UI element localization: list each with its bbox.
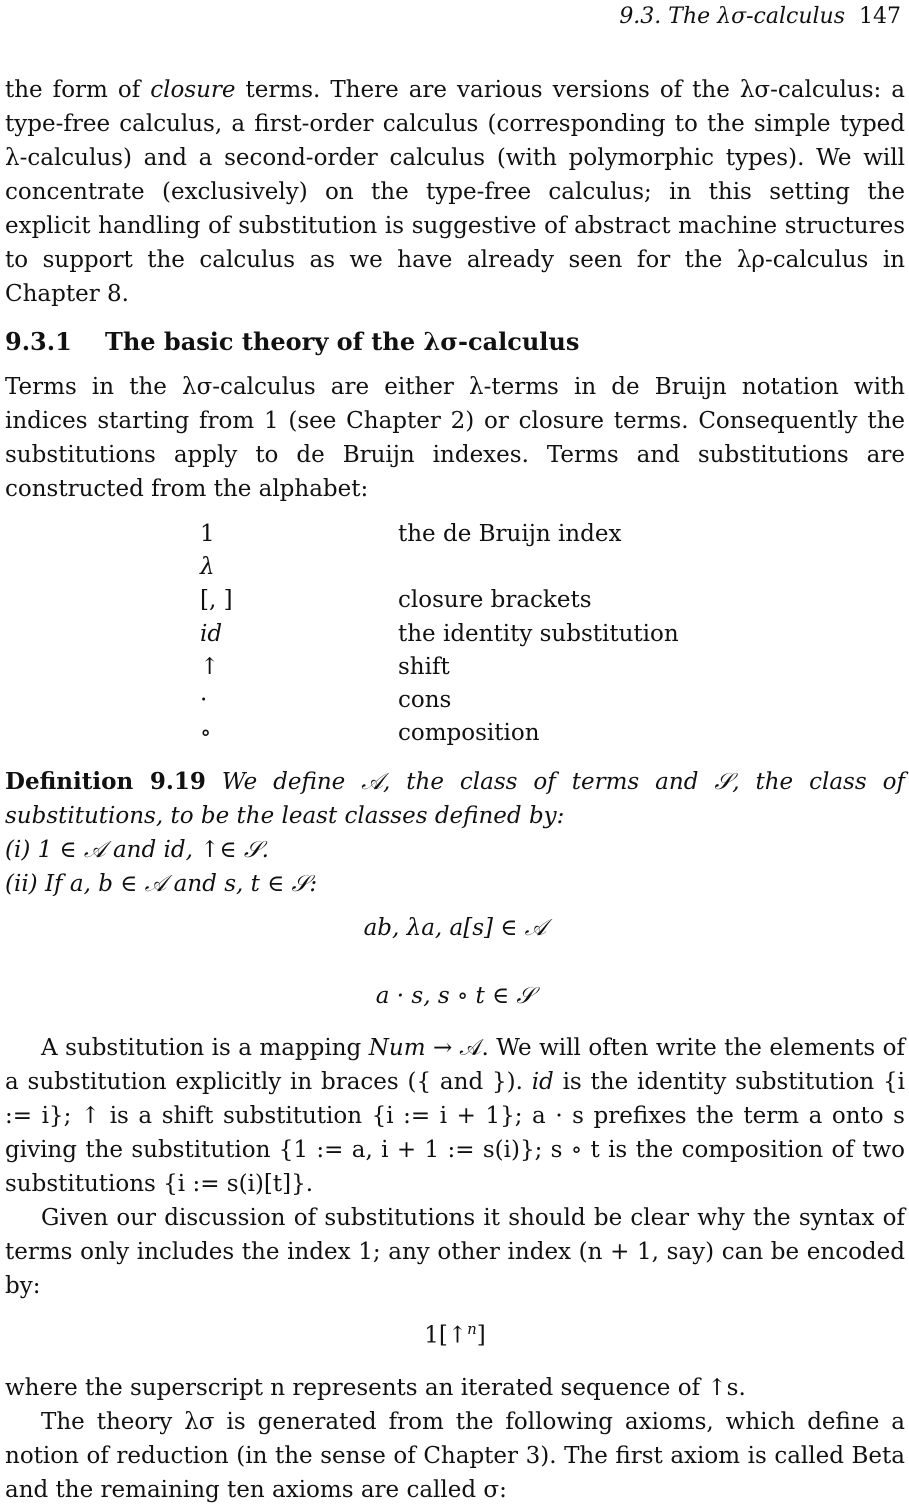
paragraph-syntax: Given our discussion of substitutions it should be clear why the syntax of terms only includes the index 1; any other index (n + 1, say) can be encoded by: bbox=[5, 1205, 905, 1299]
alphabet-symbol: λ bbox=[200, 553, 215, 580]
alphabet-symbol: ↑ bbox=[200, 653, 220, 680]
alphabet-row bbox=[200, 584, 679, 617]
paragraph-intro bbox=[5, 73, 905, 311]
paragraph-terms: Terms in the λσ-calculus are either λ-terms in de Bruijn notation with indices starting from 1 (see Chapter 2) or closure terms. Consequently the substitutions apply to de Bruijn indexes. Terms and substitutions are constructed from the alphabet: bbox=[5, 374, 905, 502]
alphabet-symbol: [, ] bbox=[200, 587, 233, 614]
subst-text-e: is the identity substitution {i := i}; ↑ is a shift substitution {i := i + 1}; a · s prefixes the term a onto s giving the substitution {1 := a, i + 1 := s(i)}; s ∘ t is the composition of two substitutions {i := s(i)[t]}. bbox=[5, 1069, 905, 1197]
running-header bbox=[619, 4, 901, 29]
alphabet-table bbox=[200, 517, 679, 750]
alphabet-symbol: id bbox=[200, 620, 223, 647]
alphabet-meaning: composition bbox=[398, 720, 540, 747]
display-formula-substitutions: a · s, s ∘ t ∈ 𝒮 bbox=[375, 983, 535, 1009]
intro-text-a: the form of bbox=[5, 77, 151, 103]
alphabet-row bbox=[200, 683, 679, 716]
alphabet-row bbox=[200, 550, 679, 583]
section-number: 9.3.1 bbox=[5, 327, 72, 356]
definition-text: We define 𝒜, the class of terms and 𝒮, the class of substitutions, to be the least classes defined by: bbox=[5, 769, 905, 829]
intro-text-c: terms. There are various versions of the λσ-calculus: a type-free calculus, a first-order calculus (corresponding to the simple typed λ-calculus) and a second-order calculus (with polymorphic types). We will concentrate (exclusively) on the type-free calculus; in this setting the explicit handling of substitution is suggestive of abstract machine structures to support the calculus as we have already seen for the λρ-calculus in Chapter 8. bbox=[5, 77, 905, 307]
subst-text-a: A substitution is a mapping bbox=[41, 1035, 369, 1061]
section-title: The basic theory of the λσ-calculus bbox=[105, 327, 580, 356]
alphabet-meaning: shift bbox=[398, 653, 450, 680]
alphabet-meaning: the identity substitution bbox=[398, 620, 679, 647]
display-formula-index bbox=[5, 1320, 905, 1349]
alphabet-symbol: · bbox=[200, 687, 208, 714]
alphabet-row bbox=[200, 650, 679, 683]
paragraph-axioms: The theory λσ is generated from the following axioms, which define a notion of reduction (in the sense of Chapter 3). The first axiom is called Beta and the remaining ten axioms are called σ: bbox=[5, 1409, 905, 1503]
subst-id-word: id bbox=[531, 1069, 554, 1095]
paragraph-substitution bbox=[5, 1031, 905, 1201]
definition-block bbox=[5, 765, 905, 833]
alphabet-symbol: 1 bbox=[200, 520, 215, 547]
alphabet-meaning bbox=[398, 550, 679, 583]
alphabet-meaning: cons bbox=[398, 687, 452, 714]
index-formula-close: ] bbox=[476, 1322, 486, 1349]
index-formula-base: 1[↑ bbox=[424, 1322, 468, 1349]
definition-label: Definition 9.19 bbox=[5, 768, 206, 795]
header-section-title: 9.3. The λσ-calculus bbox=[619, 4, 845, 29]
alphabet-row bbox=[200, 617, 679, 650]
alphabet-row bbox=[200, 717, 679, 750]
page-number: 147 bbox=[859, 4, 901, 29]
alphabet-meaning: the de Bruijn index bbox=[398, 520, 622, 547]
definition-item-2: (ii) If a, b ∈ 𝒜 and s, t ∈ 𝒮: bbox=[5, 871, 318, 897]
intro-closure-word: closure bbox=[150, 77, 236, 103]
paragraph-superscript: where the superscript n represents an iterated sequence of ↑s. bbox=[5, 1375, 746, 1401]
subst-num-word: Num bbox=[368, 1035, 426, 1061]
index-formula-superscript: n bbox=[467, 1320, 477, 1338]
alphabet-row bbox=[200, 517, 679, 550]
alphabet-meaning: closure brackets bbox=[398, 587, 592, 614]
definition-item-1: (i) 1 ∈ 𝒜 and id, ↑∈ 𝒮. bbox=[5, 837, 269, 863]
subst-text-c: → 𝒜. We will often write the elements of a substitution explicitly in braces ({ and }). bbox=[5, 1035, 906, 1095]
alphabet-symbol: ∘ bbox=[200, 720, 212, 747]
section-heading bbox=[5, 325, 579, 359]
display-formula-terms: ab, λa, a[s] ∈ 𝒜 bbox=[363, 915, 547, 941]
